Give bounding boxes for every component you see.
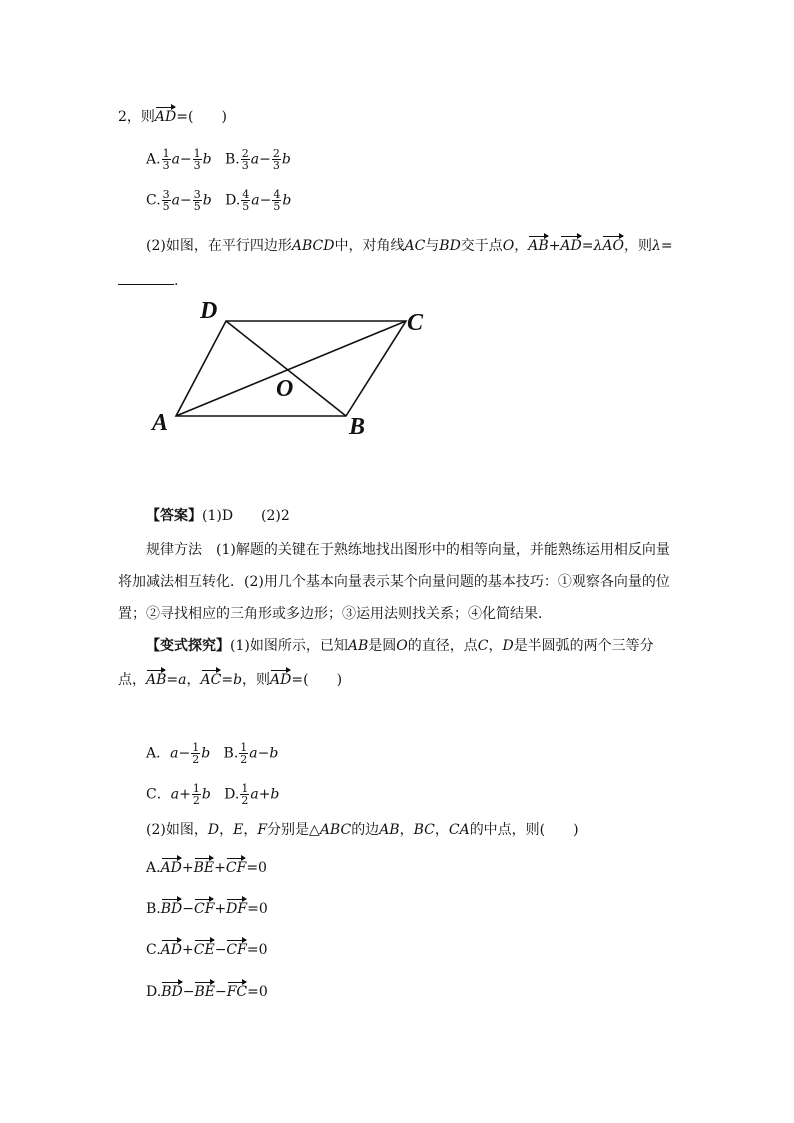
fraction: $\frac{2}{3}$: [241, 147, 249, 172]
answer-text: (1)D (2)2: [202, 508, 290, 524]
label-c: C: [407, 310, 424, 336]
fraction: $\frac{3}{5}$: [193, 188, 201, 213]
vector-ab: AB: [146, 672, 167, 688]
fraction: $\frac{1}{3}$: [193, 147, 201, 172]
variant-line-2: 点，AB=a，AC=b，则AD=( ): [118, 672, 343, 688]
option-b-label: B.: [224, 151, 240, 168]
variant-options-cd: C．a+ $\frac{1}{2}$ b D. $\frac{1}{2}$ a+b: [146, 782, 280, 807]
option-a-label: A.: [146, 151, 161, 168]
option-c-label: C.: [146, 192, 161, 209]
q2-answer-blank: .: [118, 270, 178, 291]
vector-ab: AB: [528, 238, 549, 254]
parallelogram-figure: [140, 292, 450, 442]
answer-blank: [118, 270, 174, 285]
vector-ad: AD: [270, 672, 292, 688]
fraction: $\frac{4}{5}$: [273, 188, 281, 213]
variant-line-1: 【变式探究】(1)如图所示，已知AB是圆O的直径，点C，D是半圆弧的两个三等分: [146, 638, 654, 654]
variant-label: 【变式探究】: [146, 638, 230, 654]
fraction: $\frac{1}{2}$: [192, 741, 200, 766]
q2-stem: (2)如图，在平行四边形ABCD中，对角线AC与BD交于点O，AB+AD=λAO，则λ=: [146, 238, 673, 254]
fraction: $\frac{2}{3}$: [272, 147, 280, 172]
fraction: $\frac{3}{5}$: [162, 188, 170, 213]
q2b-stem: (2)如图，D，E，F分别是△ABC的边AB，BC，CA的中点，则( ): [146, 822, 579, 838]
fraction: $\frac{1}{2}$: [240, 741, 248, 766]
q2b-option-a: A.AD+BE+CF=0: [146, 860, 267, 876]
q2b-option-d: D.BD−BE−FC=0: [146, 984, 268, 1000]
q1-options-ab: A. $\frac{1}{3}$ a− $\frac{1}{3}$ b B. $\frac{2}{3}$ a− $\frac{2}{3}$ b: [146, 147, 291, 172]
fraction: $\frac{4}{5}$: [242, 188, 250, 213]
option-d-label: D.: [225, 192, 241, 209]
label-d: D: [200, 298, 218, 324]
variant-options-ab: A．a− $\frac{1}{2}$ b B. $\frac{1}{2}$ a−b: [146, 741, 279, 766]
q1-stem: [118, 107, 227, 127]
q1-suffix: =( ): [176, 109, 227, 125]
q2b-option-c: C.AD+CE−CF=0: [146, 942, 268, 958]
method-line-3: 置；②寻找相应的三角形或多边形；③运用法则找关系；④化简结果．: [118, 606, 552, 622]
q1-prefix: 2，则: [118, 109, 155, 125]
fraction: $\frac{1}{2}$: [241, 782, 249, 807]
method-line-2: 将加减法相互转化．(2)用几个基本向量表示某个向量问题的基本技巧：①观察各向量的位: [118, 574, 670, 590]
vector-ac: AC: [200, 672, 222, 688]
method-line-1: 规律方法 (1)解题的关键在于熟练地找出图形中的相等向量，并能熟练运用相反向量: [146, 542, 670, 558]
vector-ad: AD: [560, 238, 582, 254]
vector-ao: AO: [602, 238, 624, 254]
label-a: A: [152, 410, 169, 436]
fraction: $\frac{1}{2}$: [192, 782, 200, 807]
vector-ad: AD: [154, 109, 177, 125]
q1-options-cd: C. $\frac{3}{5}$ a− $\frac{3}{5}$ b D. $\frac{4}{5}$ a− $\frac{4}{5}$ b: [146, 188, 292, 213]
answer-line: [146, 506, 290, 526]
fraction: $\frac{1}{3}$: [162, 147, 170, 172]
q2b-option-b: B.BD−CF+DF=0: [146, 901, 268, 917]
answer-label: 【答案】: [146, 508, 202, 524]
label-b: B: [349, 414, 366, 440]
label-o: O: [276, 376, 294, 402]
